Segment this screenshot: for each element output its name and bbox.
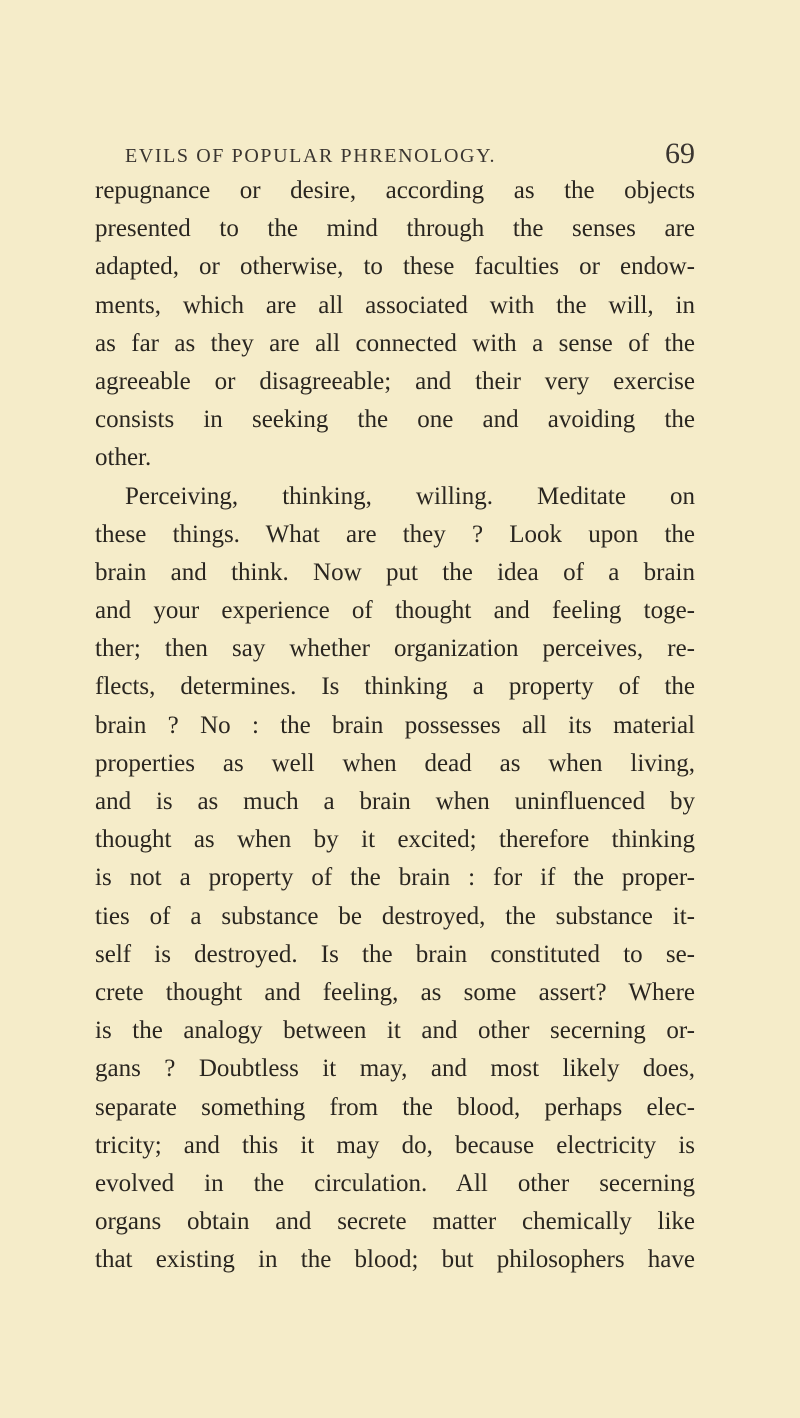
text-line: consists in seeking the one and avoiding the [95,406,695,434]
text-line: evolved in the circulation. All other secerning [95,1169,695,1197]
text-line: ments, which are all associated with the will, in [95,291,695,319]
text-line: self is destroyed. Is the brain constituted to se- [95,940,695,968]
text-line: is the analogy between it and other secerning or- [95,1017,695,1045]
text-line: ther; then say whether organization perceives, re- [95,635,695,663]
body-text [95,172,695,1279]
text-line: ties of a substance be destroyed, the substance it- [95,902,695,930]
running-title: EVILS OF POPULAR PHRENOLOGY. [125,145,497,167]
text-line: organs obtain and secrete matter chemically like [95,1208,695,1236]
paragraph-start-line: Perceiving, thinking, willing. Meditate on [125,482,695,510]
text-line: crete thought and feeling, as some assert? Where [95,978,695,1006]
text-line: flects, determines. Is thinking a property of the [95,673,695,701]
text-line: and is as much a brain when uninfluenced by [95,788,695,815]
page-number: 69 [665,137,695,170]
text-line: other. [95,444,152,472]
text-line: is not a property of the brain : for if the proper- [95,864,695,892]
text-line: as far as they are all connected with a sense of the [95,329,695,357]
running-head [95,137,695,173]
text-line: thought as when by it excited; therefore thinking [95,826,695,854]
text-line: tricity; and this it may do, because electricity is [95,1131,695,1159]
text-line: properties as well when dead as when living, [95,749,695,777]
text-line: presented to the mind through the senses are [95,215,695,243]
text-line: these things. What are they ? Look upon the [95,520,695,548]
text-line: gans ? Doubtless it may, and most likely does, [95,1055,695,1083]
text-line: separate something from the blood, perhaps elec- [95,1093,695,1121]
text-line: agreeable or disagreeable; and their very exercise [95,367,695,395]
text-line: repugnance or desire, according as the objects [95,177,695,204]
text-line: brain and think. Now put the idea of a brain [95,558,695,586]
text-line: adapted, or otherwise, to these faculties or endow- [95,253,695,281]
text-line: that existing in the blood; but philosophers have [95,1246,695,1274]
text-line: brain ? No : the brain possesses all its material [95,711,695,739]
text-line: and your experience of thought and feeling toge- [95,597,695,625]
